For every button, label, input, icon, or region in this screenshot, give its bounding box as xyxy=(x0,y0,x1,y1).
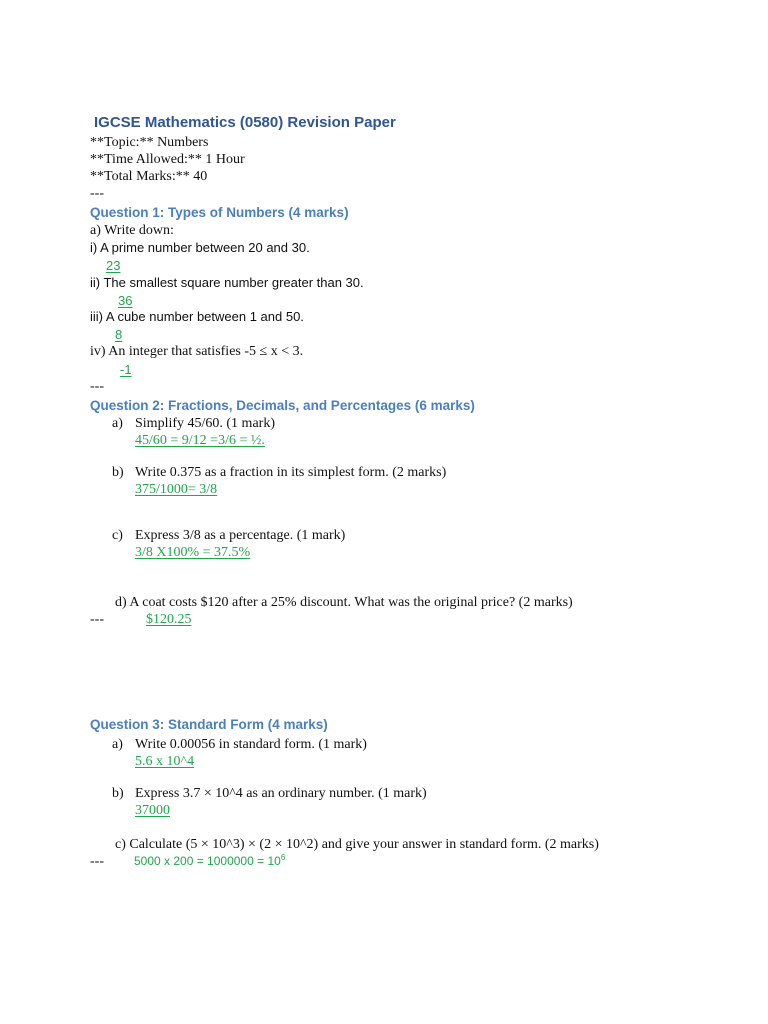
question-1-intro: a) Write down: xyxy=(90,223,174,238)
question-1-item-text: i) A prime number between 20 and 30. xyxy=(90,240,310,255)
time-allowed-line: **Time Allowed:** 1 Hour xyxy=(90,152,245,167)
question-2d-answer: $120.25 xyxy=(146,612,192,627)
question-2c-text: Express 3/8 as a percentage. (1 mark) xyxy=(135,528,346,543)
question-2a-text: Simplify 45/60. (1 mark) xyxy=(135,416,275,431)
separator: --- xyxy=(90,379,104,394)
question-1-item-answer: -1 xyxy=(120,362,132,377)
question-3c-answer-text: 5000 x 200 = 1000000 = 10 xyxy=(134,854,281,868)
question-2c-answer: 3/8 X100% = 37.5% xyxy=(135,545,251,560)
question-3a-answer: 5.6 x 10^4 xyxy=(135,754,195,769)
question-3c-answer-exponent: 6 xyxy=(280,853,286,862)
question-3b-text: Express 3.7 × 10^4 as an ordinary number. (1 mark) xyxy=(135,786,427,801)
question-1-item-text: ii) The smallest square number greater than 30. xyxy=(90,275,364,290)
question-3c-answer xyxy=(134,853,285,870)
total-marks-line: **Total Marks:** 40 xyxy=(90,169,208,184)
question-2a-answer: 45/60 = 9/12 =3/6 = ½. xyxy=(135,433,265,448)
separator: --- xyxy=(90,854,104,869)
question-2d-text: d) A coat costs $120 after a 25% discount. What was the original price? (2 marks) xyxy=(115,595,573,610)
question-3c-text: c) Calculate (5 × 10^3) × (2 × 10^2) and give your answer in standard form. (2 marks) xyxy=(115,837,599,852)
question-2a-label: a) xyxy=(112,416,123,431)
topic-line: **Topic:** Numbers xyxy=(90,135,209,150)
question-2b-label: b) xyxy=(112,465,124,480)
question-1-item-text: iii) A cube number between 1 and 50. xyxy=(90,309,304,324)
question-3b-answer: 37000 xyxy=(135,803,170,818)
question-2b-text: Write 0.375 as a fraction in its simplest form. (2 marks) xyxy=(135,465,447,480)
question-3-heading: Question 3: Standard Form (4 marks) xyxy=(90,717,328,732)
question-1-item-text: iv) An integer that satisfies -5 ≤ x < 3. xyxy=(90,344,304,359)
question-1-item-answer: 8 xyxy=(115,327,123,342)
question-3a-text: Write 0.00056 in standard form. (1 mark) xyxy=(135,737,367,752)
document-title: IGCSE Mathematics (0580) Revision Paper xyxy=(94,114,396,131)
question-1-item-answer: 36 xyxy=(118,293,133,308)
question-3b-label: b) xyxy=(112,786,124,801)
question-2b-answer: 375/1000= 3/8 xyxy=(135,482,218,497)
question-2c-label: c) xyxy=(112,528,123,543)
question-2-heading: Question 2: Fractions, Decimals, and Percentages (6 marks) xyxy=(90,398,475,413)
question-3a-label: a) xyxy=(112,737,123,752)
question-1-heading: Question 1: Types of Numbers (4 marks) xyxy=(90,205,349,220)
separator: --- xyxy=(90,612,104,627)
question-1-item-answer: 23 xyxy=(106,258,121,273)
separator: --- xyxy=(90,186,104,201)
